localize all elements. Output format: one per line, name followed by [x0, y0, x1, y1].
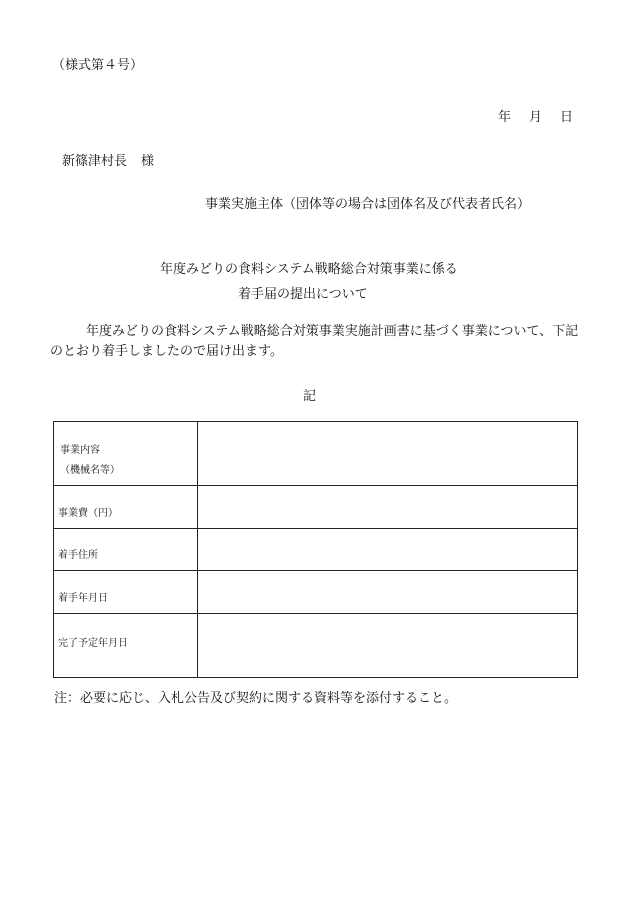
document-title-line1: 年度みどりの食料システム戦略総合対策事業に係る	[160, 262, 458, 277]
row-label-business-content: 事業内容	[60, 445, 100, 456]
section-mark: 記	[303, 389, 317, 404]
addressee-name: 新篠津村長	[62, 154, 128, 169]
form-number: （様式第４号）	[52, 58, 144, 73]
addressee	[62, 150, 154, 169]
row-sublabel-machine-name: （機械名等）	[60, 465, 120, 476]
date-month-label: 月	[529, 110, 543, 125]
footnote: 注：必要に応じ、入札公告及び契約に関する資料等を添付すること。	[54, 691, 458, 706]
table-label-cell	[54, 422, 198, 486]
project-cost-field[interactable]	[197, 486, 577, 529]
date-day-label: 日	[560, 110, 574, 125]
row-label-start-address: 着手住所	[54, 529, 198, 571]
document-title-line2: 着手届の提出について	[238, 287, 368, 302]
table-row	[54, 529, 578, 571]
start-date-field[interactable]	[197, 571, 577, 614]
table-row	[54, 571, 578, 614]
body-paragraph: 年度みどりの食料システム戦略総合対策事業実施計画書に基づく事業について、下記のとおり着手しましたので届け出ます。	[50, 324, 579, 359]
date-line	[498, 106, 573, 125]
business-content-field[interactable]	[197, 422, 577, 486]
applicant-label: 事業実施主体（団体等の場合は団体名及び代表者氏名）	[205, 197, 531, 212]
table-row	[54, 614, 578, 678]
detail-table	[53, 421, 578, 678]
start-address-field[interactable]	[197, 529, 577, 571]
row-label-project-cost: 事業費（円）	[54, 486, 198, 529]
table-row	[54, 486, 578, 529]
row-label-completion-date: 完了予定年月日	[54, 614, 198, 678]
completion-date-field[interactable]	[197, 614, 577, 678]
date-year-label: 年	[498, 110, 512, 125]
addressee-honorific: 様	[141, 154, 155, 169]
table-row	[54, 422, 578, 486]
row-label-start-date: 着手年月日	[54, 571, 198, 614]
